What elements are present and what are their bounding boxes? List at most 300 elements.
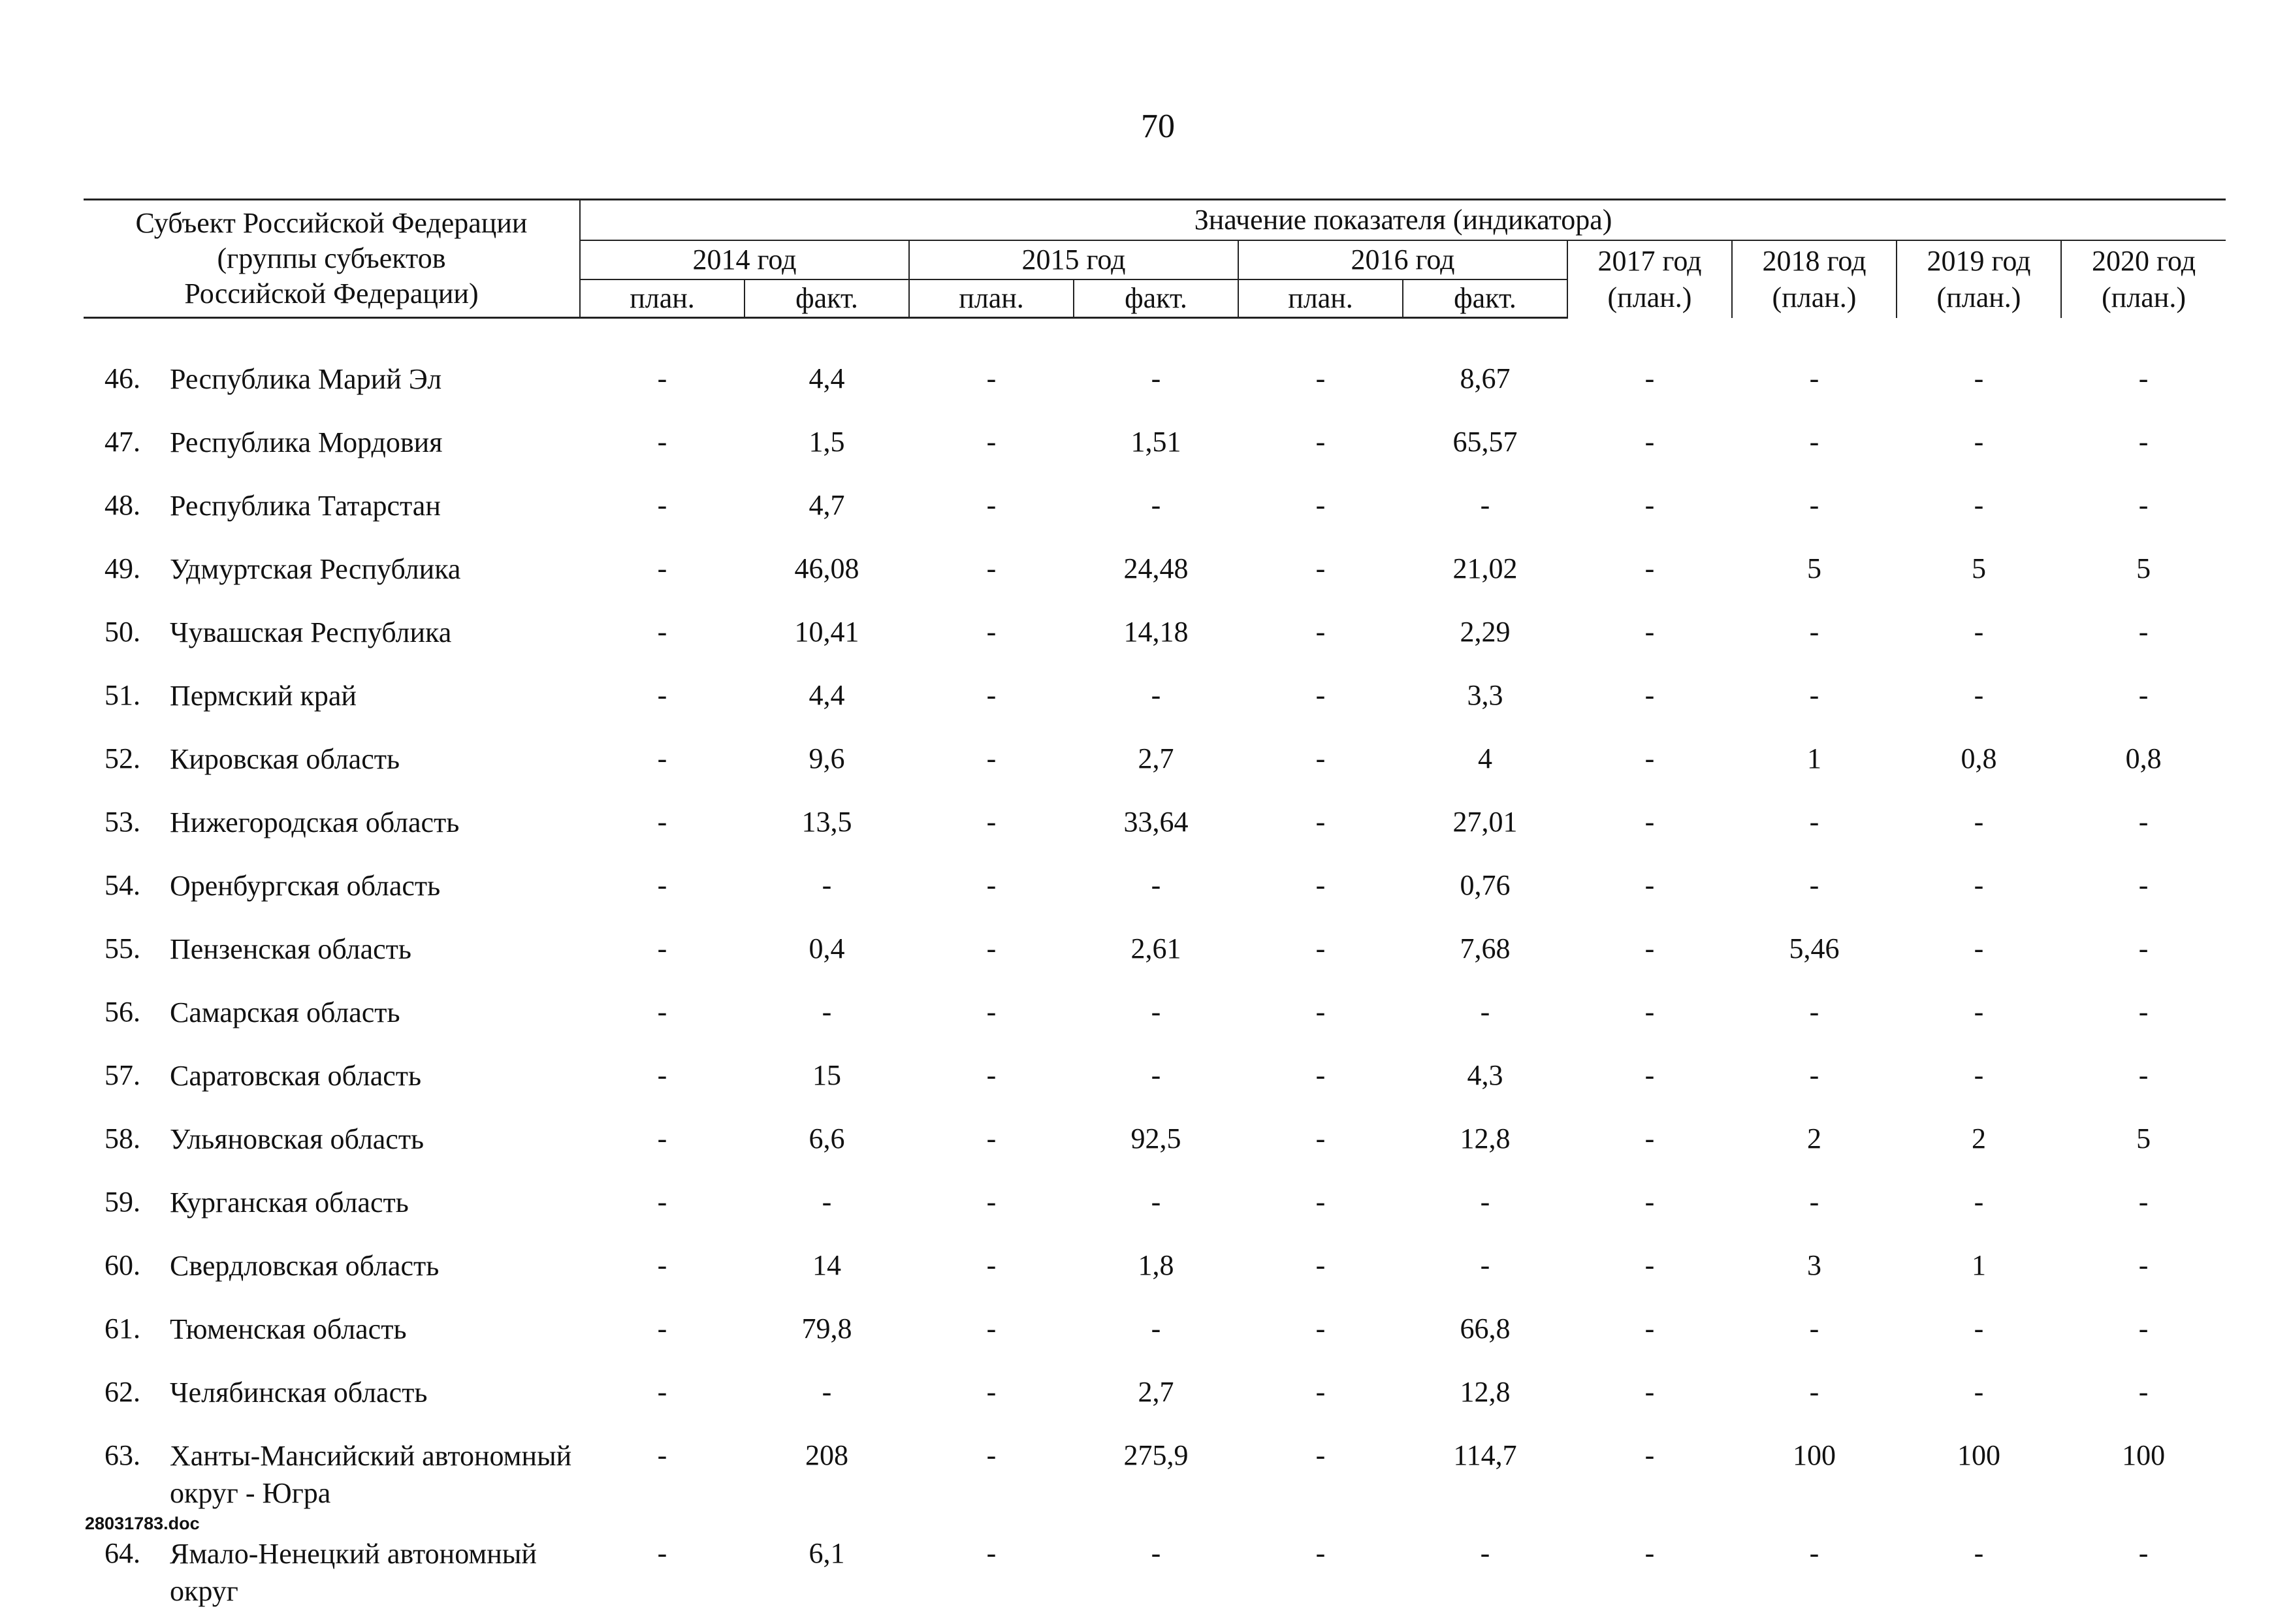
row-number: 51. bbox=[84, 677, 170, 714]
value-cell: 2,29 bbox=[1403, 605, 1567, 668]
value-cell: - bbox=[909, 1526, 1074, 1624]
table-row bbox=[84, 921, 2226, 985]
value-cell: - bbox=[1238, 858, 1403, 921]
subject-cell-content bbox=[84, 1428, 580, 1512]
value-cell: - bbox=[1238, 541, 1403, 605]
table-row bbox=[84, 1301, 2226, 1365]
value-cell: - bbox=[2061, 1526, 2226, 1624]
value-cell: 3 bbox=[1732, 1238, 1897, 1301]
subject-cell-content bbox=[84, 921, 580, 968]
subject-name: Ямало-Ненецкий автономный округ bbox=[170, 1535, 580, 1610]
value-cell: - bbox=[1897, 351, 2061, 415]
subject-header-line-2: (группы субъектов bbox=[84, 241, 579, 276]
subject-cell bbox=[84, 921, 580, 985]
subject-cell bbox=[84, 541, 580, 605]
row-number: 46. bbox=[84, 360, 170, 398]
value-cell: - bbox=[1074, 351, 1238, 415]
value-cell: - bbox=[1567, 858, 1732, 921]
value-cell: - bbox=[1238, 985, 1403, 1048]
value-cell: - bbox=[580, 795, 745, 858]
year-2019-label: 2019 год bbox=[1897, 243, 2060, 279]
value-cell: 100 bbox=[1732, 1428, 1897, 1526]
value-cell: - bbox=[909, 985, 1074, 1048]
value-cell: 0,4 bbox=[745, 921, 909, 985]
value-cell: - bbox=[1897, 795, 2061, 858]
value-cell: - bbox=[1567, 1428, 1732, 1526]
value-cell: 6,1 bbox=[745, 1526, 909, 1624]
year-2018-header bbox=[1732, 240, 1897, 318]
value-cell: 8,67 bbox=[1403, 351, 1567, 415]
value-cell: 208 bbox=[745, 1428, 909, 1526]
value-cell: - bbox=[1074, 478, 1238, 541]
subject-cell-content bbox=[84, 1526, 580, 1610]
value-cell: - bbox=[909, 1175, 1074, 1238]
value-cell: - bbox=[1074, 668, 1238, 731]
subject-name: Республика Мордовия bbox=[170, 424, 580, 461]
value-cell: - bbox=[909, 1301, 1074, 1365]
value-cell: - bbox=[580, 731, 745, 795]
value-cell: - bbox=[2061, 1238, 2226, 1301]
value-cell: - bbox=[1897, 605, 2061, 668]
value-cell: - bbox=[1567, 1526, 1732, 1624]
value-cell: - bbox=[1567, 985, 1732, 1048]
subject-column-header bbox=[84, 200, 580, 318]
value-cell: - bbox=[1732, 478, 1897, 541]
subject-cell-content bbox=[84, 541, 580, 588]
value-cell: 4,4 bbox=[745, 668, 909, 731]
value-cell: - bbox=[1238, 1526, 1403, 1624]
subject-cell-content bbox=[84, 668, 580, 714]
value-cell: - bbox=[1403, 1238, 1567, 1301]
subject-name: Курганская область bbox=[170, 1184, 580, 1221]
subject-name: Пермский край bbox=[170, 677, 580, 714]
value-cell: - bbox=[1403, 985, 1567, 1048]
value-cell: - bbox=[1567, 1238, 1732, 1301]
value-cell: - bbox=[1238, 605, 1403, 668]
value-cell: - bbox=[2061, 795, 2226, 858]
row-number: 48. bbox=[84, 487, 170, 524]
value-cell: - bbox=[909, 1048, 1074, 1111]
row-number: 57. bbox=[84, 1057, 170, 1094]
subject-name: Тюменская область bbox=[170, 1311, 580, 1348]
value-cell: 7,68 bbox=[1403, 921, 1567, 985]
value-cell: - bbox=[1897, 415, 2061, 478]
table-row bbox=[84, 1238, 2226, 1301]
value-cell: 5 bbox=[1897, 541, 2061, 605]
value-cell: - bbox=[1567, 795, 1732, 858]
subject-name: Пензенская область bbox=[170, 931, 580, 968]
value-cell: - bbox=[1238, 921, 1403, 985]
subject-cell-content bbox=[84, 478, 580, 524]
value-cell: - bbox=[909, 1111, 1074, 1175]
row-number: 49. bbox=[84, 550, 170, 588]
value-cell: - bbox=[1897, 858, 2061, 921]
value-cell: 6,6 bbox=[745, 1111, 909, 1175]
value-cell: - bbox=[909, 478, 1074, 541]
value-cell: - bbox=[580, 1175, 745, 1238]
value-cell: - bbox=[1732, 858, 1897, 921]
value-cell: - bbox=[2061, 351, 2226, 415]
subject-name: Нижегородская область bbox=[170, 804, 580, 841]
subject-cell bbox=[84, 1365, 580, 1428]
value-cell: - bbox=[580, 1526, 745, 1624]
year-2018-note: (план.) bbox=[1733, 279, 1896, 315]
value-cell: - bbox=[580, 1111, 745, 1175]
year-2017-note: (план.) bbox=[1568, 279, 1731, 315]
value-cell: 12,8 bbox=[1403, 1111, 1567, 1175]
subject-cell bbox=[84, 1301, 580, 1365]
value-cell: - bbox=[1238, 1428, 1403, 1526]
value-cell: - bbox=[1732, 668, 1897, 731]
value-cell: - bbox=[909, 1238, 1074, 1301]
table-row bbox=[84, 668, 2226, 731]
value-cell: 2 bbox=[1897, 1111, 2061, 1175]
value-cell: - bbox=[2061, 1048, 2226, 1111]
value-cell: - bbox=[2061, 921, 2226, 985]
subject-cell bbox=[84, 1111, 580, 1175]
subject-cell-content bbox=[84, 415, 580, 461]
year-2019-note: (план.) bbox=[1897, 279, 2060, 315]
subject-cell-content bbox=[84, 1238, 580, 1284]
value-cell: 4,3 bbox=[1403, 1048, 1567, 1111]
value-cell: 4,7 bbox=[745, 478, 909, 541]
value-cell: - bbox=[1567, 415, 1732, 478]
subject-name: Республика Татарстан bbox=[170, 487, 580, 524]
table-row bbox=[84, 1365, 2226, 1428]
value-cell: - bbox=[1897, 1048, 2061, 1111]
value-cell: - bbox=[909, 415, 1074, 478]
value-cell: - bbox=[909, 795, 1074, 858]
subject-cell-content bbox=[84, 351, 580, 398]
year-2020-header bbox=[2061, 240, 2226, 318]
subject-cell-content bbox=[84, 1048, 580, 1094]
value-cell: - bbox=[1403, 1175, 1567, 1238]
value-cell: - bbox=[1403, 1526, 1567, 1624]
value-cell: - bbox=[909, 668, 1074, 731]
value-cell: - bbox=[909, 541, 1074, 605]
value-cell: - bbox=[1732, 605, 1897, 668]
subject-cell bbox=[84, 858, 580, 921]
subject-name: Ульяновская область bbox=[170, 1121, 580, 1158]
value-cell: - bbox=[1732, 1048, 1897, 1111]
indicator-value-header: Значение показателя (индикатора) bbox=[580, 200, 2226, 241]
subject-name: Ханты-Мансийский автономный округ - Югра bbox=[170, 1437, 580, 1512]
value-cell: - bbox=[1074, 1175, 1238, 1238]
value-cell: 9,6 bbox=[745, 731, 909, 795]
value-cell: - bbox=[1074, 985, 1238, 1048]
value-cell: - bbox=[580, 985, 745, 1048]
value-cell: - bbox=[580, 1238, 745, 1301]
value-cell: - bbox=[1567, 668, 1732, 731]
fact-2014-header: факт. bbox=[745, 279, 909, 318]
value-cell: - bbox=[1074, 1048, 1238, 1111]
value-cell: 1 bbox=[1732, 731, 1897, 795]
year-2020-note: (план.) bbox=[2062, 279, 2226, 315]
value-cell: - bbox=[745, 985, 909, 1048]
plan-2015-header: план. bbox=[909, 279, 1074, 318]
value-cell: 1,8 bbox=[1074, 1238, 1238, 1301]
subject-cell bbox=[84, 605, 580, 668]
subject-header-line-1: Субъект Российской Федерации bbox=[84, 206, 579, 241]
value-cell: - bbox=[1567, 1111, 1732, 1175]
value-cell: - bbox=[580, 1301, 745, 1365]
value-cell: 3,3 bbox=[1403, 668, 1567, 731]
value-cell: 275,9 bbox=[1074, 1428, 1238, 1526]
value-cell: - bbox=[1567, 605, 1732, 668]
value-cell: 5 bbox=[1732, 541, 1897, 605]
value-cell: 1,5 bbox=[745, 415, 909, 478]
value-cell: - bbox=[909, 858, 1074, 921]
value-cell: 13,5 bbox=[745, 795, 909, 858]
value-cell: - bbox=[1567, 351, 1732, 415]
table-header bbox=[84, 200, 2226, 318]
value-cell: - bbox=[580, 1365, 745, 1428]
value-cell: - bbox=[1567, 1175, 1732, 1238]
value-cell: - bbox=[2061, 605, 2226, 668]
subject-name: Саратовская область bbox=[170, 1057, 580, 1094]
subject-name: Свердловская область bbox=[170, 1247, 580, 1284]
table-row bbox=[84, 858, 2226, 921]
value-cell: 14,18 bbox=[1074, 605, 1238, 668]
subject-cell bbox=[84, 985, 580, 1048]
subject-cell bbox=[84, 731, 580, 795]
subject-cell-content bbox=[84, 731, 580, 778]
value-cell: - bbox=[909, 731, 1074, 795]
year-2014-header: 2014 год bbox=[580, 240, 909, 279]
value-cell: 0,76 bbox=[1403, 858, 1567, 921]
subject-cell bbox=[84, 1175, 580, 1238]
value-cell: 114,7 bbox=[1403, 1428, 1567, 1526]
table-row bbox=[84, 1048, 2226, 1111]
row-number: 52. bbox=[84, 740, 170, 778]
value-cell: - bbox=[1238, 478, 1403, 541]
value-cell: 2,7 bbox=[1074, 731, 1238, 795]
value-cell: - bbox=[580, 605, 745, 668]
value-cell: - bbox=[580, 415, 745, 478]
subject-cell bbox=[84, 1238, 580, 1301]
subject-cell-content bbox=[84, 1301, 580, 1348]
year-2017-label: 2017 год bbox=[1568, 243, 1731, 279]
value-cell: - bbox=[1732, 985, 1897, 1048]
value-cell: - bbox=[1567, 731, 1732, 795]
value-cell: - bbox=[1897, 985, 2061, 1048]
table-row bbox=[84, 795, 2226, 858]
value-cell: - bbox=[1074, 858, 1238, 921]
value-cell: 2,61 bbox=[1074, 921, 1238, 985]
row-number: 61. bbox=[84, 1311, 170, 1348]
value-cell: 27,01 bbox=[1403, 795, 1567, 858]
value-cell: - bbox=[1238, 1048, 1403, 1111]
table-body bbox=[84, 318, 2226, 1624]
row-number: 56. bbox=[84, 994, 170, 1031]
fact-2015-header: факт. bbox=[1074, 279, 1238, 318]
year-2019-header bbox=[1897, 240, 2061, 318]
value-cell: - bbox=[1238, 1301, 1403, 1365]
value-cell: 33,64 bbox=[1074, 795, 1238, 858]
value-cell: - bbox=[1897, 1175, 2061, 1238]
subject-name: Республика Марий Эл bbox=[170, 360, 580, 398]
row-number: 59. bbox=[84, 1184, 170, 1221]
plan-2014-header: план. bbox=[580, 279, 745, 318]
fact-2016-header: факт. bbox=[1403, 279, 1567, 318]
table-row bbox=[84, 1526, 2226, 1624]
table-row bbox=[84, 605, 2226, 668]
table-row bbox=[84, 985, 2226, 1048]
subject-name: Кировская область bbox=[170, 740, 580, 778]
subject-cell-content bbox=[84, 605, 580, 651]
subject-cell bbox=[84, 795, 580, 858]
table-row bbox=[84, 1111, 2226, 1175]
value-cell: - bbox=[1238, 415, 1403, 478]
value-cell: 12,8 bbox=[1403, 1365, 1567, 1428]
value-cell: - bbox=[580, 1428, 745, 1526]
table-row bbox=[84, 731, 2226, 795]
value-cell: - bbox=[1897, 478, 2061, 541]
value-cell: - bbox=[580, 668, 745, 731]
subject-cell-content bbox=[84, 1111, 580, 1158]
value-cell: 21,02 bbox=[1403, 541, 1567, 605]
value-cell: - bbox=[909, 1365, 1074, 1428]
subject-cell-content bbox=[84, 985, 580, 1031]
row-number: 47. bbox=[84, 424, 170, 461]
row-number: 58. bbox=[84, 1121, 170, 1158]
value-cell: - bbox=[2061, 415, 2226, 478]
value-cell: 2 bbox=[1732, 1111, 1897, 1175]
value-cell: 1,51 bbox=[1074, 415, 1238, 478]
value-cell: 2,7 bbox=[1074, 1365, 1238, 1428]
value-cell: - bbox=[1732, 1175, 1897, 1238]
table-row bbox=[84, 415, 2226, 478]
page-number: 70 bbox=[1119, 107, 1197, 146]
value-cell: - bbox=[1074, 1301, 1238, 1365]
value-cell: - bbox=[745, 1365, 909, 1428]
value-cell: - bbox=[580, 921, 745, 985]
value-cell: - bbox=[2061, 1175, 2226, 1238]
value-cell: 5,46 bbox=[1732, 921, 1897, 985]
value-cell: 46,08 bbox=[745, 541, 909, 605]
year-2016-header: 2016 год bbox=[1238, 240, 1567, 279]
value-cell: - bbox=[1238, 668, 1403, 731]
value-cell: 0,8 bbox=[1897, 731, 2061, 795]
value-cell: - bbox=[909, 1428, 1074, 1526]
value-cell: - bbox=[1897, 1365, 2061, 1428]
subject-cell-content bbox=[84, 858, 580, 904]
plan-2016-header: план. bbox=[1238, 279, 1403, 318]
subject-cell-content bbox=[84, 795, 580, 841]
subject-cell bbox=[84, 1428, 580, 1526]
year-2017-header bbox=[1567, 240, 1732, 318]
value-cell: 4 bbox=[1403, 731, 1567, 795]
value-cell: 15 bbox=[745, 1048, 909, 1111]
row-number: 63. bbox=[84, 1437, 170, 1512]
value-cell: - bbox=[1567, 478, 1732, 541]
value-cell: - bbox=[2061, 858, 2226, 921]
value-cell: - bbox=[1238, 351, 1403, 415]
value-cell: 66,8 bbox=[1403, 1301, 1567, 1365]
year-2020-label: 2020 год bbox=[2062, 243, 2226, 279]
value-cell: - bbox=[1238, 1111, 1403, 1175]
value-cell: - bbox=[1897, 1526, 2061, 1624]
value-cell: - bbox=[1732, 795, 1897, 858]
value-cell: - bbox=[1567, 1048, 1732, 1111]
indicator-table bbox=[84, 199, 2226, 1624]
value-cell: - bbox=[1897, 668, 2061, 731]
subject-name: Самарская область bbox=[170, 994, 580, 1031]
value-cell: - bbox=[1567, 1365, 1732, 1428]
value-cell: - bbox=[1732, 1365, 1897, 1428]
value-cell: 10,41 bbox=[745, 605, 909, 668]
row-number: 55. bbox=[84, 931, 170, 968]
value-cell: 14 bbox=[745, 1238, 909, 1301]
year-2015-header: 2015 год bbox=[909, 240, 1238, 279]
subject-header-line-3: Российской Федерации) bbox=[84, 276, 579, 311]
table-row bbox=[84, 478, 2226, 541]
value-cell: - bbox=[1074, 1526, 1238, 1624]
subject-name: Оренбургская область bbox=[170, 867, 580, 904]
row-number: 50. bbox=[84, 614, 170, 651]
subject-cell bbox=[84, 351, 580, 415]
value-cell: 100 bbox=[2061, 1428, 2226, 1526]
value-cell: - bbox=[2061, 478, 2226, 541]
value-cell: - bbox=[2061, 985, 2226, 1048]
row-number: 53. bbox=[84, 804, 170, 841]
table-row bbox=[84, 1175, 2226, 1238]
value-cell: 5 bbox=[2061, 1111, 2226, 1175]
value-cell: - bbox=[1567, 1301, 1732, 1365]
year-2018-label: 2018 год bbox=[1733, 243, 1896, 279]
value-cell: - bbox=[909, 351, 1074, 415]
value-cell: - bbox=[1567, 921, 1732, 985]
value-cell: - bbox=[2061, 1365, 2226, 1428]
value-cell: - bbox=[1732, 351, 1897, 415]
subject-cell bbox=[84, 415, 580, 478]
value-cell: - bbox=[580, 351, 745, 415]
subject-name: Чувашская Республика bbox=[170, 614, 580, 651]
table-row bbox=[84, 351, 2226, 415]
value-cell: - bbox=[2061, 1301, 2226, 1365]
value-cell: 4,4 bbox=[745, 351, 909, 415]
row-number: 54. bbox=[84, 867, 170, 904]
value-cell: 1 bbox=[1897, 1238, 2061, 1301]
subject-cell bbox=[84, 668, 580, 731]
value-cell: - bbox=[909, 605, 1074, 668]
value-cell: - bbox=[909, 921, 1074, 985]
value-cell: 79,8 bbox=[745, 1301, 909, 1365]
value-cell: - bbox=[1238, 731, 1403, 795]
value-cell: - bbox=[1897, 921, 2061, 985]
table-row bbox=[84, 541, 2226, 605]
table-row bbox=[84, 1428, 2226, 1526]
subject-cell bbox=[84, 1526, 580, 1624]
value-cell: - bbox=[580, 541, 745, 605]
value-cell: 5 bbox=[2061, 541, 2226, 605]
value-cell: 65,57 bbox=[1403, 415, 1567, 478]
value-cell: - bbox=[1732, 1526, 1897, 1624]
value-cell: 0,8 bbox=[2061, 731, 2226, 795]
value-cell: - bbox=[1403, 478, 1567, 541]
value-cell: - bbox=[1238, 1238, 1403, 1301]
value-cell: - bbox=[1238, 1175, 1403, 1238]
value-cell: - bbox=[580, 478, 745, 541]
value-cell: - bbox=[580, 858, 745, 921]
document-reference: 28031783.doc bbox=[85, 1514, 200, 1534]
value-cell: 24,48 bbox=[1074, 541, 1238, 605]
value-cell: - bbox=[1238, 795, 1403, 858]
subject-name: Челябинская область bbox=[170, 1374, 580, 1411]
value-cell: - bbox=[1732, 1301, 1897, 1365]
subject-cell-content bbox=[84, 1365, 580, 1411]
row-number: 60. bbox=[84, 1247, 170, 1284]
